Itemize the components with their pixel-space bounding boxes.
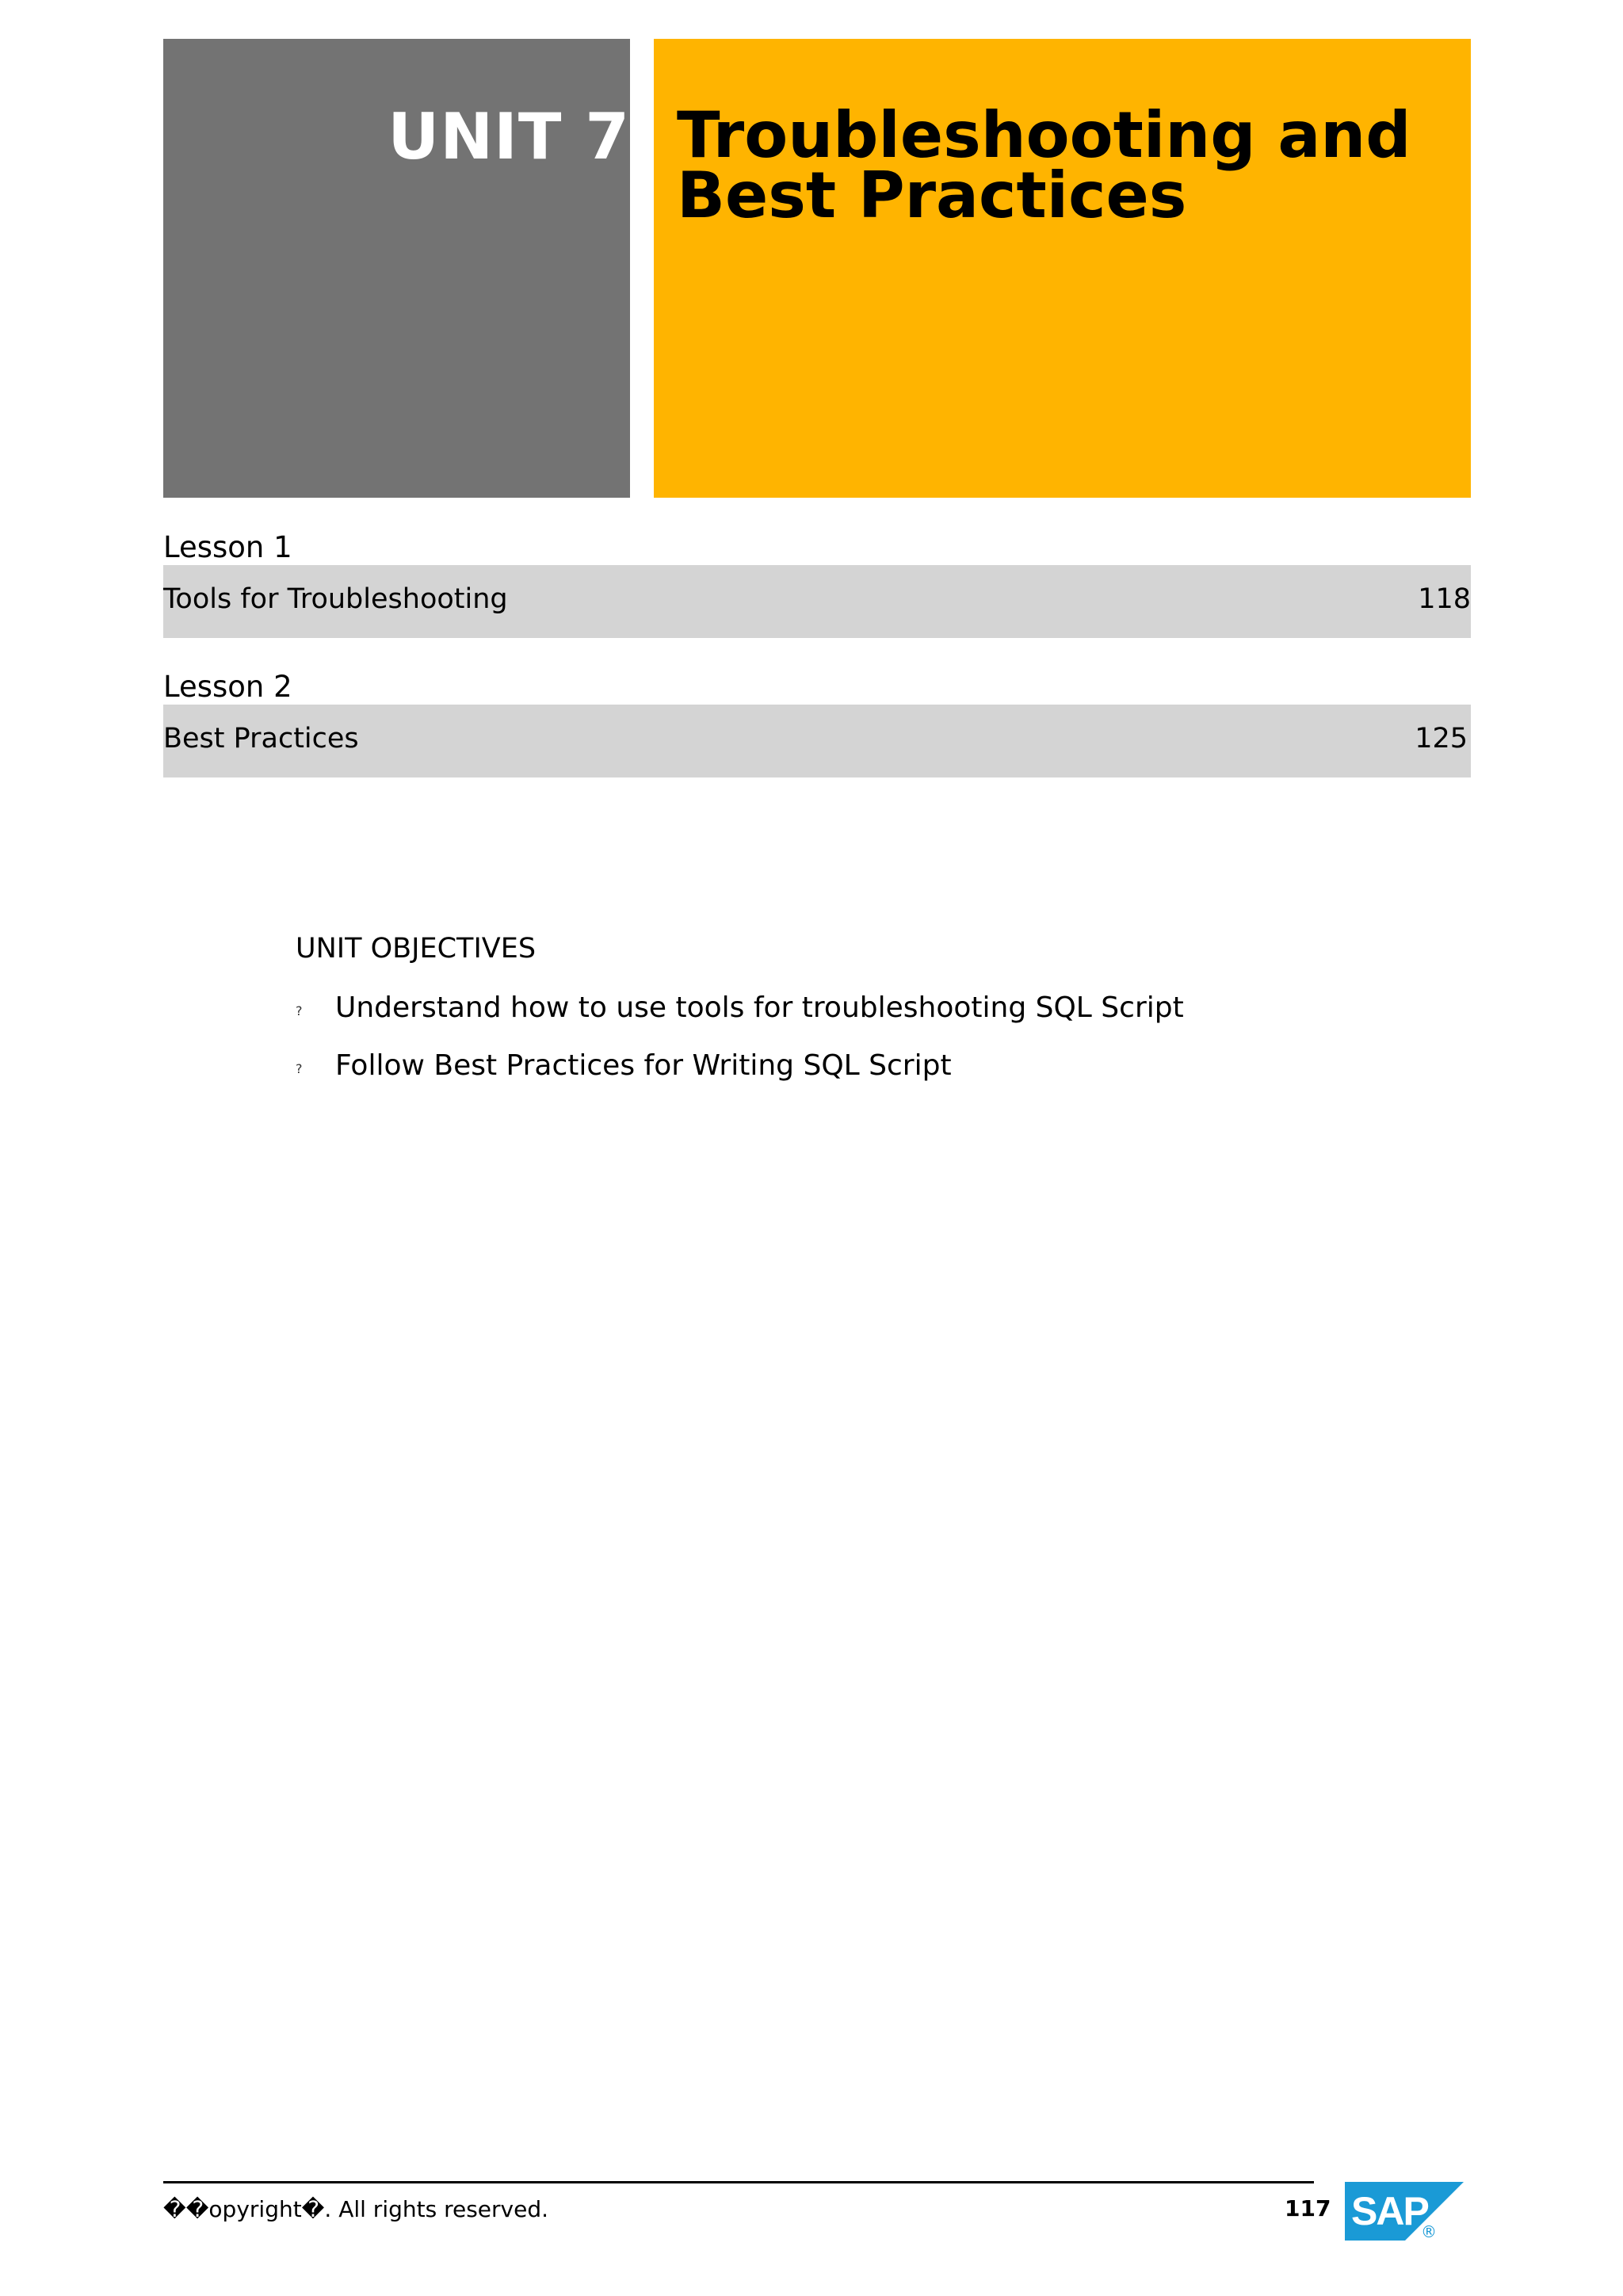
footer-divider [163, 2181, 1314, 2183]
lesson-number-label: Lesson 2 [163, 670, 292, 704]
objective-text: Follow Best Practices for Writing SQL Script [335, 1049, 952, 1082]
objective-text: Understand how to use tools for troubleshooting SQL Script [335, 991, 1184, 1024]
lesson-title: Tools for Troubleshooting [163, 583, 508, 615]
copyright-notice: ��opyright�. All rights reserved. [163, 2196, 549, 2222]
bullet-icon: ? [296, 1003, 303, 1018]
unit-title: Troubleshooting and Best Practices [677, 98, 1411, 232]
bullet-icon: ? [296, 1061, 303, 1076]
sap-logo-icon [1345, 2182, 1464, 2241]
lesson-row [163, 705, 1471, 777]
unit-number-panel [163, 39, 630, 498]
unit-title-panel [654, 39, 1471, 498]
sap-logo-text: SAP [1351, 2189, 1428, 2233]
unit-label: UNIT 7 [388, 100, 630, 174]
registered-mark: ® [1421, 2222, 1437, 2241]
lesson-page-number: 118 [1418, 583, 1471, 615]
lesson-page-number: 125 [1415, 723, 1468, 755]
page-number: 117 [1285, 2195, 1331, 2222]
lesson-row [163, 565, 1471, 638]
lesson-number-label: Lesson 1 [163, 530, 292, 564]
objectives-heading: UNIT OBJECTIVES [296, 933, 537, 965]
lesson-title: Best Practices [163, 723, 359, 755]
